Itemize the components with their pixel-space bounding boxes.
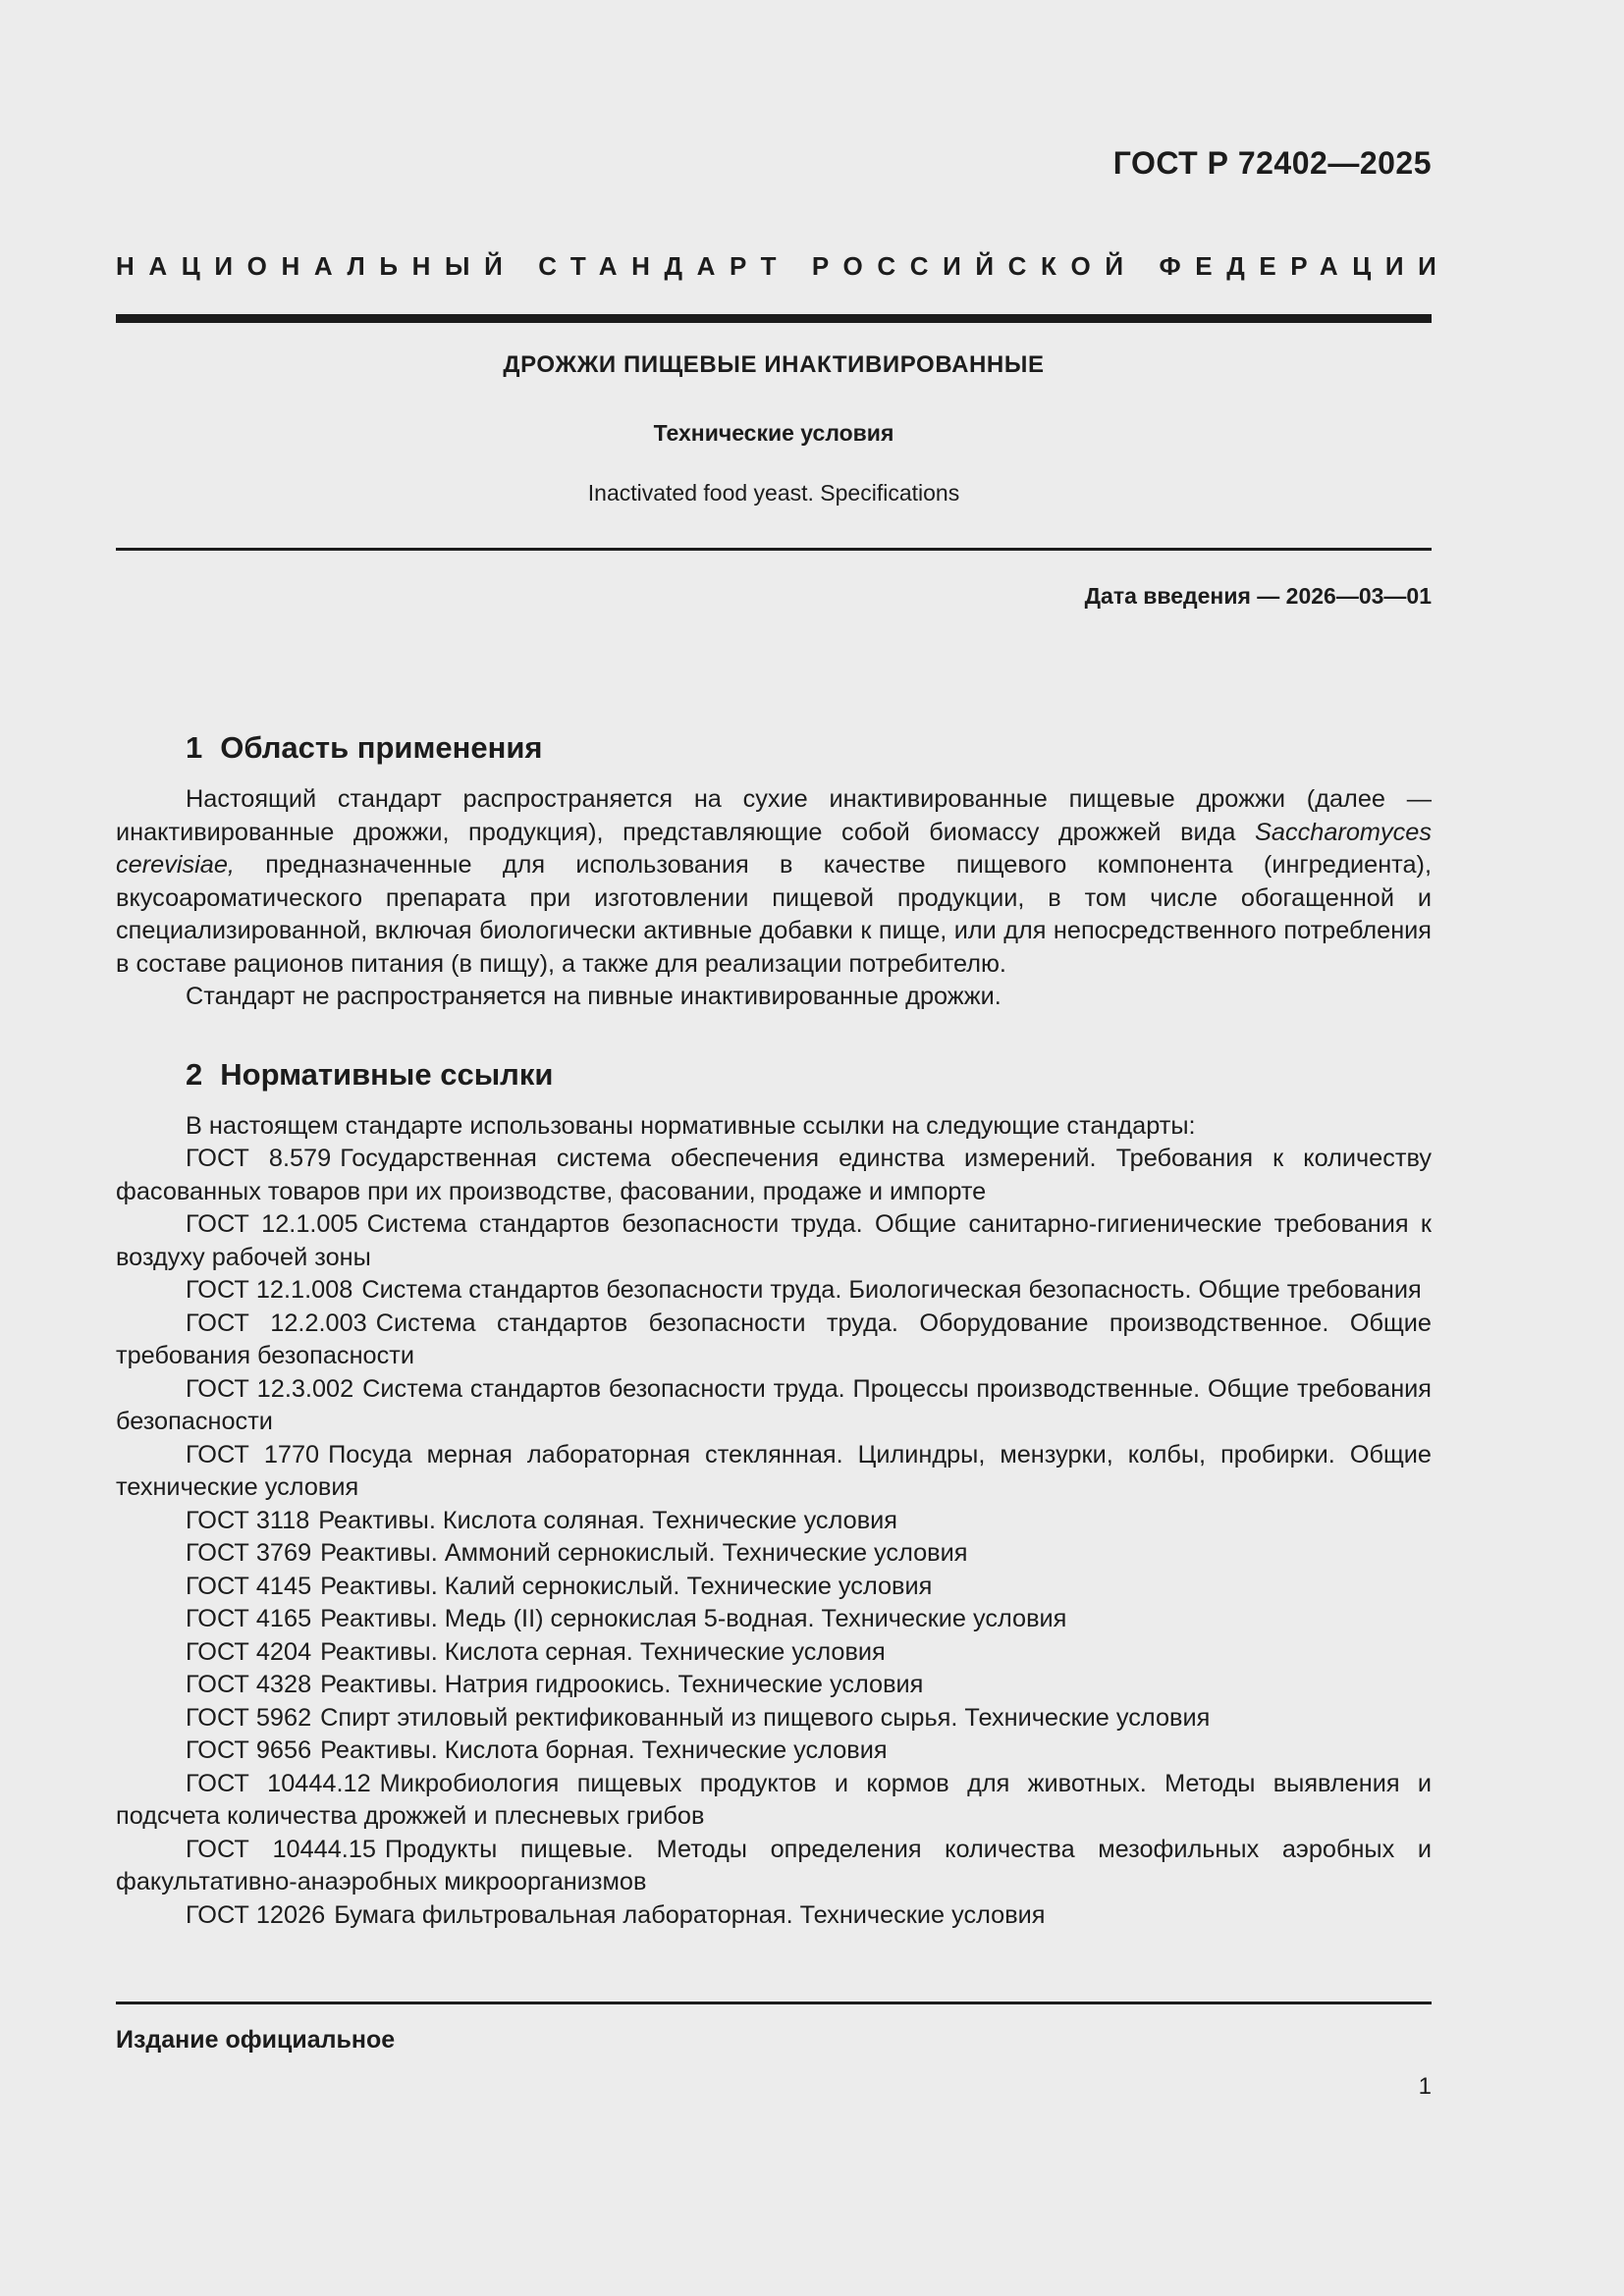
reference-item bbox=[116, 1603, 1432, 1636]
reference-text: Бумага фильтровальная лабораторная. Технические условия bbox=[334, 1900, 1046, 1929]
document-subtitle: Технические условия bbox=[653, 420, 894, 446]
national-standard-heading: НАЦИОНАЛЬНЫЙ СТАНДАРТ РОССИЙСКОЙ ФЕДЕРАЦИИ bbox=[116, 251, 1451, 281]
reference-text: Реактивы. Кислота борная. Технические условия bbox=[320, 1736, 888, 1764]
reference-text: Спирт этиловый ректификованный из пищевого сырья. Технические условия bbox=[320, 1703, 1211, 1732]
references-list bbox=[116, 1143, 1432, 1932]
reference-code: ГОСТ 12.1.008 bbox=[186, 1276, 353, 1304]
reference-item bbox=[116, 1834, 1432, 1899]
reference-item bbox=[116, 1571, 1432, 1604]
paragraph: Настоящий стандарт распространяется на сухие инактивированные пищевые дрожжи (далее — инактивированные дрожжи, продукция), представляющие собой биомассу дрожжей вида Saccharomyces cerevisiae, предназначенные для использования в качестве пищевого компонента (ингредиента), вкусоароматического препарата при изготовлении пищевой продукции, в том числе обогащенной и специализированной, включая биологически активные добавки к пище, или для непосредственного потребления в составе рационов питания (в пищу), а также для реализации потребителю. bbox=[116, 785, 1432, 978]
reference-item bbox=[116, 1537, 1432, 1571]
header-divider bbox=[116, 314, 1432, 323]
reference-code: ГОСТ 4204 bbox=[186, 1637, 312, 1666]
paragraph: В настоящем стандарте использованы нормативные ссылки на следующие стандарты: bbox=[186, 1111, 1196, 1140]
reference-code: ГОСТ 10444.15 bbox=[186, 1835, 376, 1863]
reference-text: Реактивы. Кислота соляная. Технические условия bbox=[318, 1506, 897, 1534]
reference-code: ГОСТ 5962 bbox=[186, 1703, 312, 1732]
reference-text: Система стандартов безопасности труда. Оборудование производственное. Общие требования безопасности bbox=[116, 1308, 1433, 1369]
reference-item bbox=[116, 1274, 1432, 1308]
reference-item bbox=[116, 1899, 1432, 1933]
reference-code: ГОСТ 8.579 bbox=[186, 1145, 332, 1172]
reference-item bbox=[116, 1143, 1432, 1208]
section-title: Область применения bbox=[220, 730, 543, 765]
document-body bbox=[116, 726, 1432, 1932]
reference-item bbox=[116, 1505, 1432, 1538]
title-divider bbox=[116, 548, 1432, 551]
reference-item bbox=[116, 1636, 1432, 1670]
species-name: Saccharomyces cerevisiae, bbox=[116, 818, 1432, 879]
reference-text: Реактивы. Натрия гидроокись. Технические условия bbox=[320, 1671, 924, 1698]
reference-code: ГОСТ 1770 bbox=[186, 1440, 320, 1468]
reference-item bbox=[116, 1208, 1432, 1274]
section-number: 2 bbox=[186, 1056, 203, 1092]
reference-code: ГОСТ 4328 bbox=[186, 1671, 312, 1698]
page-number: 1 bbox=[1418, 2073, 1432, 2100]
reference-item bbox=[116, 1308, 1432, 1373]
document-page bbox=[116, 0, 1451, 2296]
reference-code: ГОСТ 12.1.005 bbox=[186, 1210, 358, 1238]
reference-code: ГОСТ 4145 bbox=[186, 1572, 312, 1600]
reference-item bbox=[116, 1768, 1432, 1834]
reference-text: Система стандартов безопасности труда. Биологическая безопасность. Общие требования bbox=[361, 1276, 1422, 1304]
reference-code: ГОСТ 12.2.003 bbox=[186, 1308, 367, 1337]
paragraph: Стандарт не распространяется на пивные инактивированные дрожжи. bbox=[186, 983, 1001, 1010]
section-title: Нормативные ссылки bbox=[220, 1056, 554, 1092]
section-2-heading bbox=[116, 1053, 1432, 1096]
reference-code: ГОСТ 10444.12 bbox=[186, 1769, 371, 1797]
reference-text: Реактивы. Кислота серная. Технические условия bbox=[320, 1637, 886, 1666]
reference-text: Реактивы. Медь (II) сернокислая 5-водная. Технические условия bbox=[320, 1605, 1067, 1632]
reference-item bbox=[116, 1735, 1432, 1768]
reference-item bbox=[116, 1373, 1432, 1439]
reference-code: ГОСТ 12026 bbox=[186, 1900, 326, 1929]
reference-code: ГОСТ 9656 bbox=[186, 1736, 312, 1764]
reference-text: Реактивы. Аммоний сернокислый. Технические условия bbox=[320, 1539, 968, 1567]
standard-code: ГОСТ Р 72402—2025 bbox=[1112, 145, 1432, 181]
reference-text: Микробиология пищевых продуктов и кормов для животных. Методы выявления и подсчета количества дрожжей и плесневых грибов bbox=[116, 1769, 1432, 1830]
reference-text: Государственная система обеспечения единства измерений. Требования к количеству фасованных товаров при их производстве, фасовании, продаже и импорте bbox=[116, 1145, 1432, 1205]
section-number: 1 bbox=[186, 730, 203, 765]
reference-code: ГОСТ 3118 bbox=[186, 1506, 310, 1534]
introduction-date: Дата введения — 2026—03—01 bbox=[1084, 583, 1432, 609]
reference-text: Реактивы. Калий сернокислый. Технические условия bbox=[320, 1572, 933, 1600]
reference-item bbox=[116, 1669, 1432, 1702]
reference-code: ГОСТ 12.3.002 bbox=[186, 1374, 354, 1403]
section-1-heading bbox=[116, 726, 1432, 770]
reference-item bbox=[116, 1439, 1432, 1505]
reference-text: Система стандартов безопасности труда. Общие санитарно-гигиенические требования к воздуху рабочей зоны bbox=[116, 1210, 1432, 1271]
reference-code: ГОСТ 3769 bbox=[186, 1539, 312, 1567]
official-edition-label: Издание официальное bbox=[116, 2026, 396, 2054]
reference-item bbox=[116, 1702, 1432, 1735]
english-title: Inactivated food yeast. Specifications bbox=[587, 480, 960, 506]
reference-text: Система стандартов безопасности труда. Процессы производственные. Общие требования безопасности bbox=[116, 1374, 1432, 1435]
footer-divider bbox=[116, 2002, 1432, 2004]
reference-code: ГОСТ 4165 bbox=[186, 1605, 312, 1632]
document-title: ДРОЖЖИ ПИЩЕВЫЕ ИНАКТИВИРОВАННЫЕ bbox=[503, 351, 1045, 378]
reference-text: Продукты пищевые. Методы определения количества мезофильных аэробных и факультативно-анаэробных микроорганизмов bbox=[116, 1835, 1433, 1896]
reference-text: Посуда мерная лабораторная стеклянная. Цилиндры, мензурки, колбы, пробирки. Общие технические условия bbox=[116, 1440, 1432, 1501]
